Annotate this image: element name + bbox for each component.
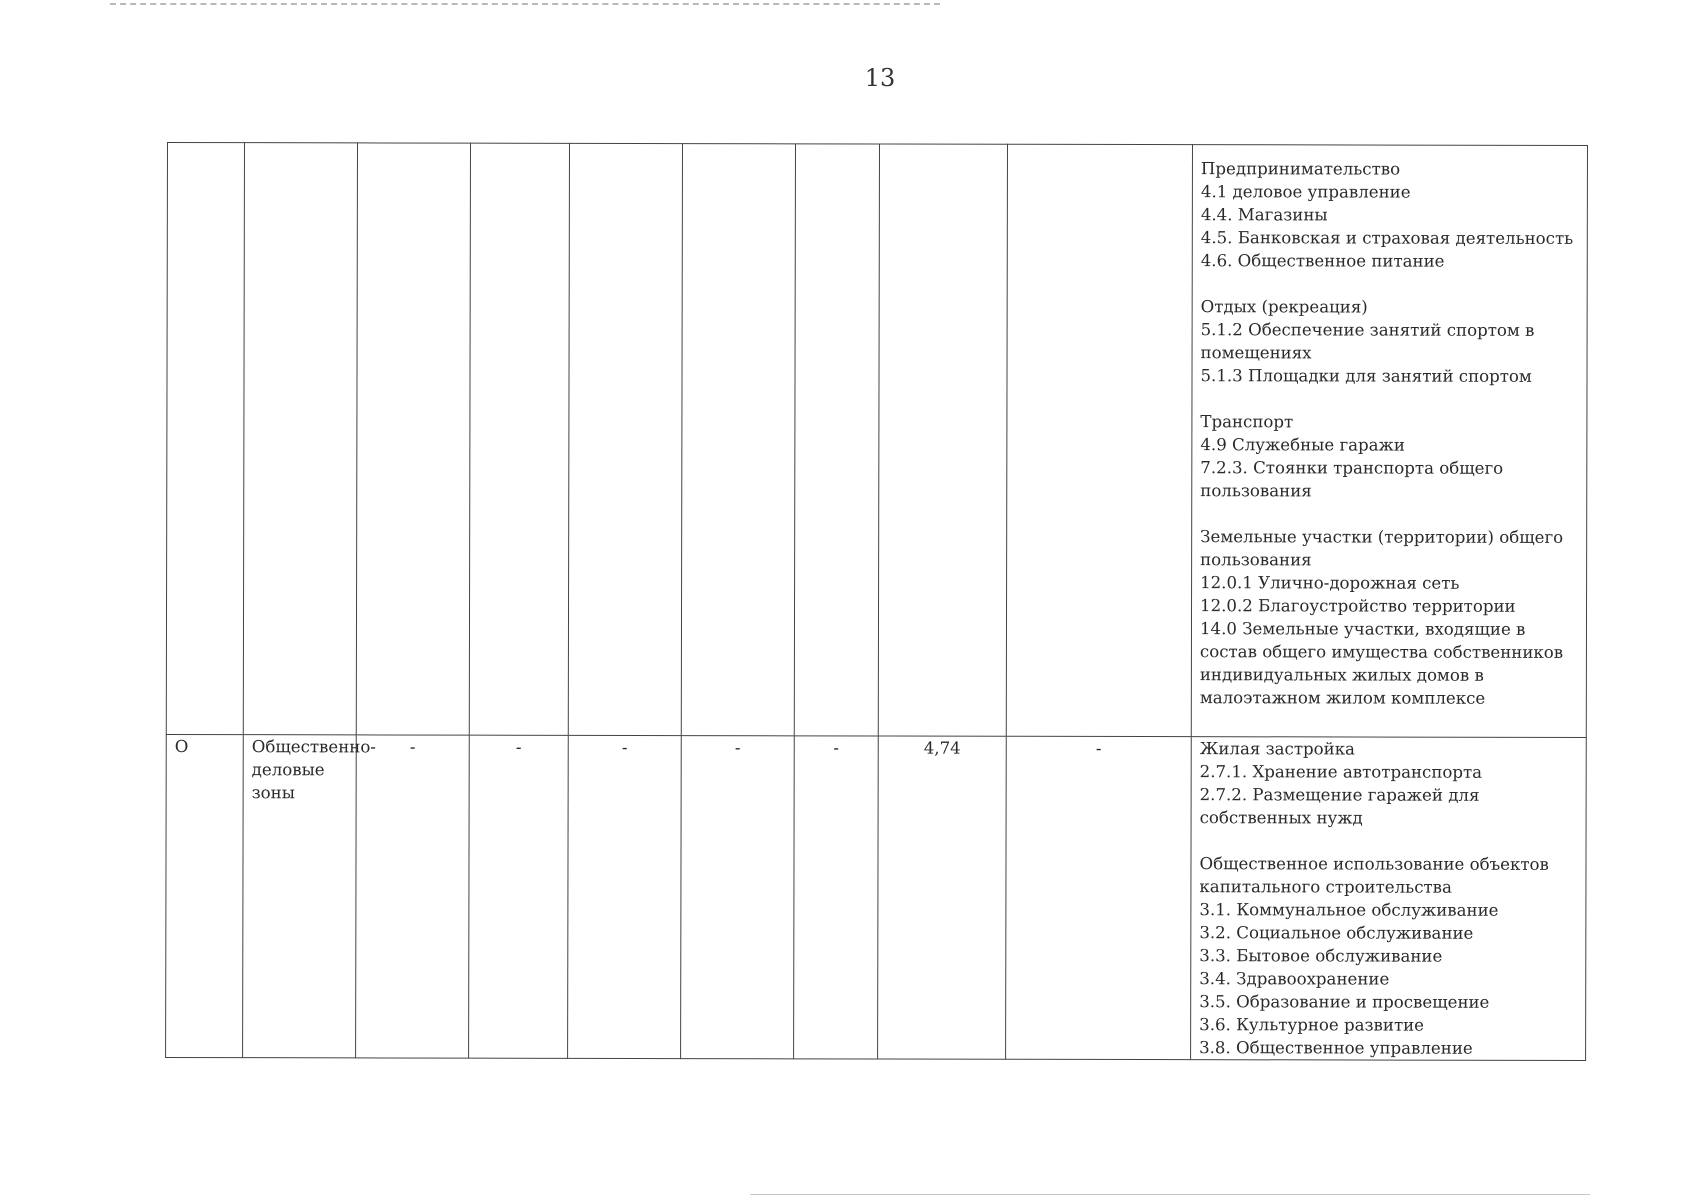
zone-name-text: Общественно-деловые зоны <box>251 737 376 803</box>
uses-item: 12.0.2 Благоустройство территории <box>1200 596 1516 616</box>
value-cell <box>568 143 682 735</box>
value-cell <box>1006 144 1192 736</box>
value-cell: - <box>681 736 795 1059</box>
uses-group-title: Транспорт <box>1200 412 1294 432</box>
uses-item: 3.2. Социальное обслуживание <box>1199 923 1474 943</box>
uses-item: 3.1. Коммунальное обслуживание <box>1199 900 1499 920</box>
uses-group <box>1200 737 1578 830</box>
value-cell <box>794 144 879 736</box>
uses-item: 3.4. Здравоохранение <box>1199 969 1390 989</box>
uses-group <box>1200 410 1578 503</box>
zoning-table <box>165 142 1588 1061</box>
table-row <box>166 143 1587 738</box>
zone-code <box>166 143 244 735</box>
scan-artifact-bottom <box>750 1194 1590 1195</box>
zone-code: О <box>166 734 244 1057</box>
table-row <box>166 734 1587 1060</box>
uses-item: 4.5. Банковская и страховая деятельность <box>1200 228 1574 248</box>
uses-item: 7.2.3. Стоянки транспорта общего пользования <box>1200 458 1504 501</box>
value-cell: - <box>469 735 569 1058</box>
page-number: 13 <box>864 64 896 92</box>
value-cell <box>681 144 795 736</box>
value-cell: - <box>1006 736 1192 1059</box>
scan-artifact-top <box>110 3 940 5</box>
area-value-cell: 4,74 <box>878 736 1007 1059</box>
area-value-cell <box>878 144 1007 736</box>
uses-item: 2.7.2. Размещение гаражей для собственных нужд <box>1199 785 1480 828</box>
uses-group-title: Земельные участки (территории) общего пользования <box>1200 527 1564 570</box>
uses-item: 3.6. Культурное развитие <box>1199 1015 1425 1035</box>
uses-item: 4.4. Магазины <box>1200 205 1328 225</box>
uses-item: 3.3. Бытовое обслуживание <box>1199 946 1443 966</box>
uses-item: 5.1.2 Обеспечение занятий спортом в помещениях <box>1200 320 1535 363</box>
uses-group <box>1200 295 1578 388</box>
uses-group-title: Общественное использование объектов капитального строительства <box>1199 854 1549 897</box>
value-cell: - <box>568 735 682 1058</box>
permitted-uses-cell <box>1191 145 1587 738</box>
uses-item: 4.1 деловое управление <box>1200 182 1411 202</box>
uses-group-title: Предпринимательство <box>1200 159 1401 179</box>
uses-item: 4.9 Служебные гаражи <box>1200 435 1405 455</box>
permitted-uses-cell <box>1191 737 1587 1061</box>
zone-name <box>243 735 376 1058</box>
uses-group <box>1199 852 1577 1060</box>
uses-group-title: Отдых (рекреация) <box>1200 297 1368 317</box>
uses-item: 5.1.3 Площадки для занятий спортом <box>1200 366 1532 386</box>
value-cell: - <box>356 735 470 1058</box>
uses-item: 14.0 Земельные участки, входящие в состав общего имущества собственников индивидуальных жилых домов в малоэтажном жилом комплексе <box>1199 619 1564 708</box>
value-cell: - <box>794 736 879 1059</box>
uses-group <box>1201 157 1579 273</box>
uses-group-title: Жилая застройка <box>1199 739 1355 759</box>
uses-item: 3.5. Образование и просвещение <box>1199 992 1490 1012</box>
uses-group <box>1200 525 1578 710</box>
uses-item: 12.0.1 Улично-дорожная сеть <box>1200 573 1460 593</box>
uses-item: 4.6. Общественное питание <box>1200 251 1445 271</box>
zone-name <box>243 143 357 735</box>
value-cell <box>356 143 470 735</box>
value-cell <box>469 143 569 735</box>
uses-item: 2.7.1. Хранение автотранспорта <box>1199 762 1483 782</box>
uses-item: 3.8. Общественное управление <box>1199 1038 1473 1058</box>
